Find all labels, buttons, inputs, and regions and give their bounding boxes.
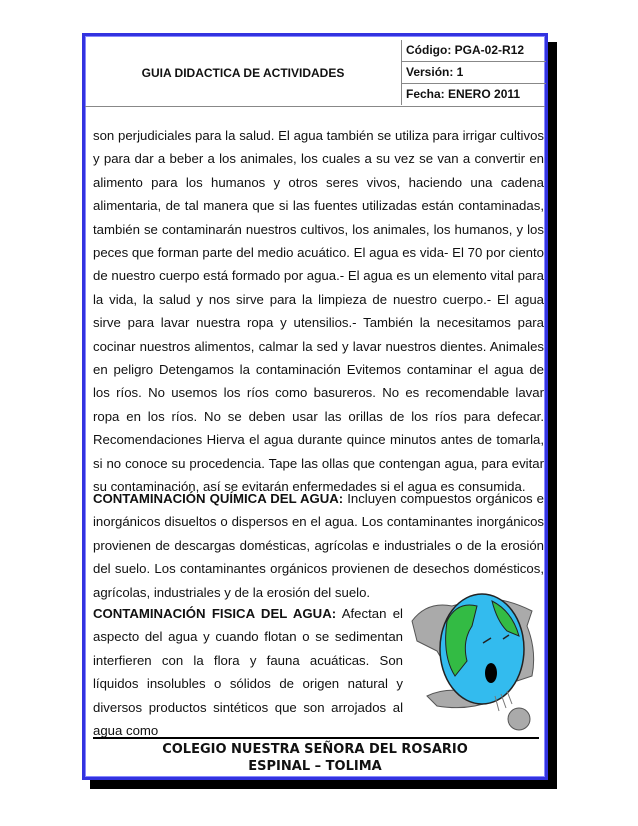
footer	[85, 741, 545, 775]
document-version: Versión: 1	[402, 62, 546, 84]
heading-chemical: CONTAMINACIÓN QUÍMICA DEL AGUA:	[93, 491, 344, 506]
school-location: ESPINAL – TOLIMA	[248, 759, 382, 774]
polluted-earth-illustration	[407, 581, 542, 731]
text-chemical: Incluyen compuestos orgánicos e inorgánicos disueltos o dispersos en el agua. Los contaminantes inorgánicos provienen de descargas domésticas, agrícolas e industriales o de la erosión del suelo. Los contaminantes orgánicos provienen de desechos domésticos, agrícolas, industriales y de la erosión del suelo.	[93, 491, 544, 600]
page-frame	[82, 33, 548, 780]
school-name: COLEGIO NUESTRA SEÑORA DEL ROSARIO	[162, 742, 468, 757]
heading-physical: CONTAMINACIÓN FISICA DEL AGUA:	[93, 606, 337, 621]
header-meta	[401, 40, 546, 105]
document-date: Fecha: ENERO 2011	[406, 87, 521, 101]
document-code: Código: PGA-02-R12	[402, 40, 546, 62]
header-table	[85, 40, 545, 107]
document-title: GUIA DIDACTICA DE ACTIVIDADES	[141, 66, 345, 80]
paragraph-water-uses: son perjudiciales para la salud. El agua también se utiliza para irrigar cultivos y para dar a beber a los animales, los cuales a su vez se van a convertir en alimento para los humanos y otros seres vivos, haciendo una cadena alimentaria, de tal manera que si las fuentes utilizadas están contaminadas, también se contaminarán nuestros cultivos, los animales, los humanos, y los peces que forman parte del medio acuático. El agua es vida- El 70 por ciento de nuestro cuerpo está formado por agua.- El agua es un elemento vital para la vida, la salud y nos sirve para la limpieza de nuestro cuerpo.- El agua sirve para lavar nuestra ropa y utensilios.- También la necesitamos para cocinar nuestros alimentos, calmar la sed y lavar nuestros dientes. Animales en peligro Detengamos la contaminación Evitemos contaminar el agua de los ríos. No usemos los ríos como basureros. No es recomendable lavar ropa en los ríos. No se deben usar las orillas de los ríos para defecar. Recomendaciones Hierva el agua durante quince minutos antes de tomarla, si no conoce su procedencia. Tape las ollas que contengan agua, para evitar su contaminación, así se evitarán enfermedades si el agua es consumida.	[93, 128, 544, 495]
paragraph-physical-contamination	[93, 602, 403, 742]
text-physical: Afectan el aspecto del agua y cuando flotan o se sedimentan interfieren con la flora y fauna acuáticas. Son líquidos insolubles o sólidos de origen natural y diversos productos sintéticos que son arrojados al agua como	[93, 606, 403, 739]
footer-divider	[93, 737, 539, 739]
